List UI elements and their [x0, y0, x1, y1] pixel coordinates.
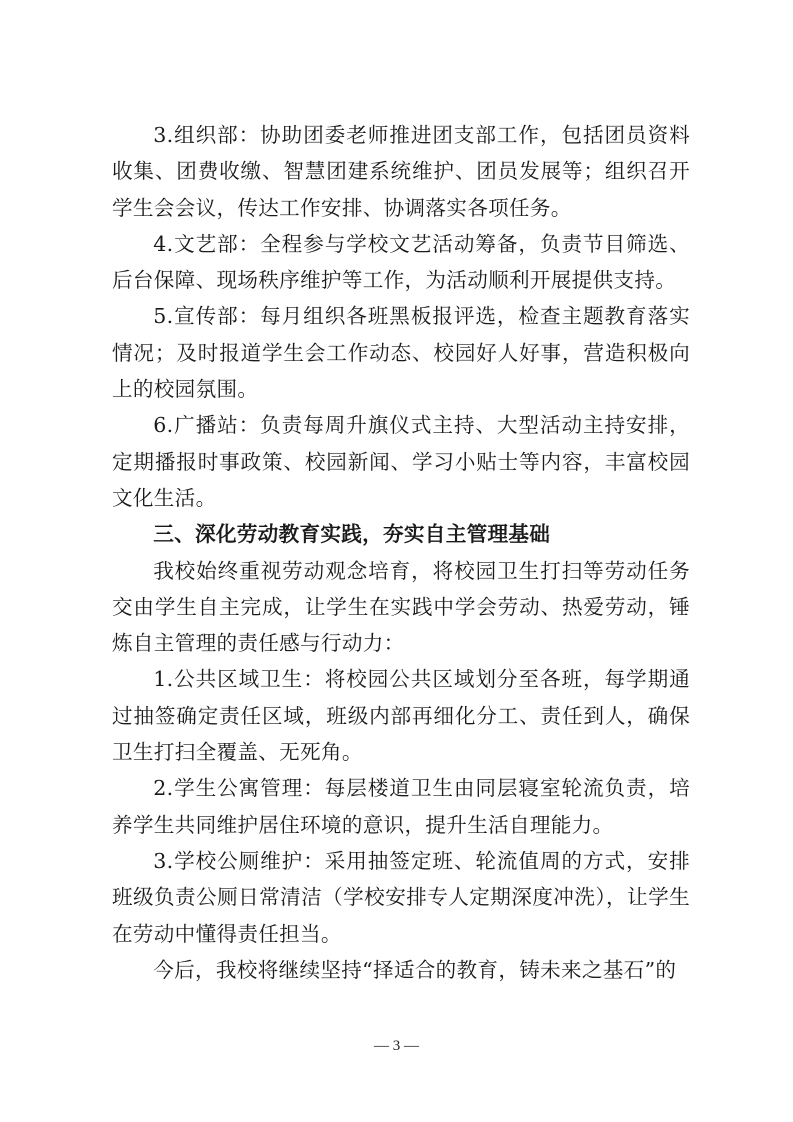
paragraph-publicity-dept: 5.宣传部：每月组织各班黑板报评选，检查主题教育落实情况；及时报道学生会工作动态、校园好人好事，营造积极向上的校园氛围。 — [112, 304, 690, 402]
paragraph-closing: 今后，我校将继续坚持“择适合的教育，铸未来之基石”的 — [153, 957, 677, 982]
paragraph-organization-dept: 3.组织部：协助团委老师推进团支部工作，包括团员资料收集、团费收缴、智慧团建系统维护、团员发展等；组织召开学生会会议，传达工作安排、协调落实各项任务。 — [112, 123, 690, 220]
paragraph-labor-intro: 我校始终重视劳动观念培育，将校园卫生打扫等劳动任务交由学生自主完成，让学生在实践中学会劳动、热爱劳动，锤炼自主管理的责任感与行动力： — [112, 558, 690, 656]
paragraph-toilet-maintenance: 3.学校公厕维护：采用抽签定班、轮流值周的方式，安排班级负责公厕日常清洁（学校安排专人定期深度冲洗），让学生在劳动中懂得责任担当。 — [112, 848, 690, 946]
page-number: — 3 — — [374, 1038, 419, 1054]
paragraph-broadcast-station: 6.广播站：负责每周升旗仪式主持、大型活动主持安排，定期播报时事政策、校园新闻、学习小贴士等内容，丰富校园文化生活。 — [112, 413, 690, 510]
paragraph-arts-dept: 4.文艺部：全程参与学校文艺活动筹备，负责节目筛选、后台保障、现场秩序维护等工作，为活动顺利开展提供支持。 — [112, 231, 690, 293]
paragraph-public-area-hygiene: 1.公共区域卫生：将校园公共区域划分至各班，每学期通过抽签确定责任区域，班级内部再细化分工、责任到人，确保卫生打扫全覆盖、无死角。 — [112, 667, 690, 765]
page-body — [112, 117, 690, 988]
paragraph-dormitory-management: 2.学生公寓管理：每层楼道卫生由同层寝室轮流负责，培养学生共同维护居住环境的意识，提升生活自理能力。 — [112, 776, 690, 837]
section-heading: 三、深化劳动教育实践，夯实自主管理基础 — [153, 522, 551, 547]
